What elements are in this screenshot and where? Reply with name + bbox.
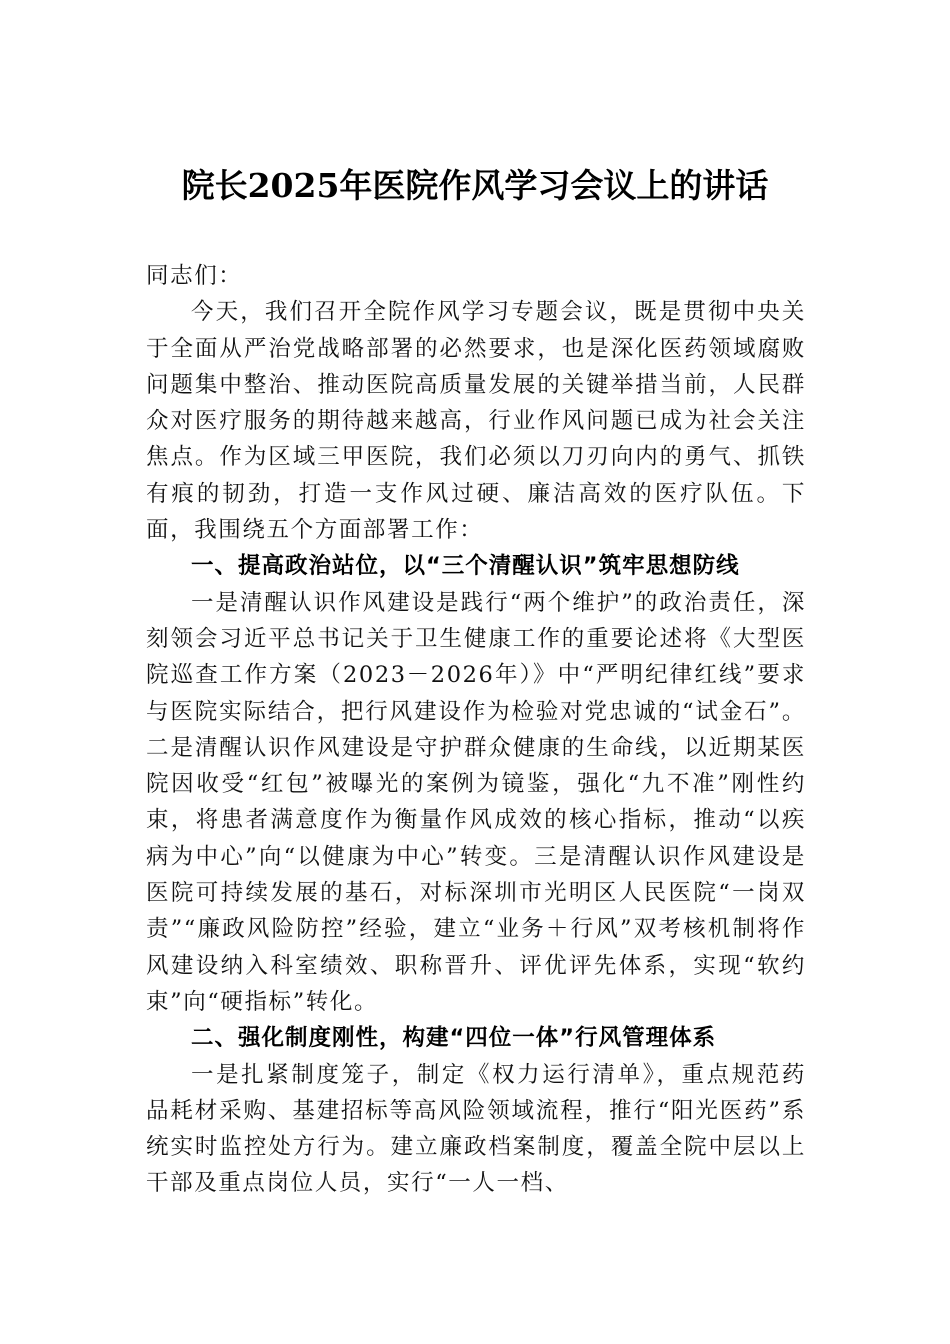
document-body [146, 258, 806, 1202]
section-heading-1: 一、提高政治站位，以“三个清醒认识”筑牢思想防线 [191, 553, 740, 580]
section-1-paragraph: 一是清醒认识作风建设是践行“两个维护”的政治责任，深刻领会习近平总书记关于卫生健康工作的重要论述将《大型医院巡查工作方案（2023－2026年）》中“严明纪律红线”要求与医院实际结合，把行风建设作为检验对党忠诚的“试金石”。二是清醒认识作风建设是守护群众健康的生命线，以近期某医院因收受“红包”被曝光的案例为镜鉴，强化“九不准”刚性约束，将患者满意度作为衡量作风成效的核心指标，推动“以疾病为中心”向“以健康为中心”转变。三是清醒认识作风建设是医院可持续发展的基石，对标深圳市光明区人民医院“一岗双责”“廉政风险防控”经验，建立“业务＋行风”双考核机制将作风建设纳入科室绩效、职称晋升、评优评先体系，实现“软约束”向“硬指标”转化。 [146, 589, 806, 1015]
salutation: 同志们： [146, 263, 243, 289]
section-heading-2: 二、强化制度刚性，构建“四位一体”行风管理体系 [191, 1025, 717, 1052]
section-2-paragraph: 一是扎紧制度笼子，制定《权力运行清单》，重点规范药品耗材采购、基建招标等高风险领域流程，推行“阳光医药”系统实时监控处方行为。建立廉政档案制度，覆盖全院中层以上干部及重点岗位人员，实行“一人一档、 [146, 1061, 806, 1197]
intro-paragraph: 今天，我们召开全院作风学习专题会议，既是贯彻中央关于全面从严治党战略部署的必然要求，也是深化医药领域腐败问题集中整治、推动医院高质量发展的关键举措当前，人民群众对医疗服务的期待越来越高，行业作风问题已成为社会关注焦点。作为区域三甲医院，我们必须以刀刃向内的勇气、抓铁有痕的韧劲，打造一支作风过硬、廉洁高效的医疗队伍。下面，我围绕五个方面部署工作： [146, 299, 806, 544]
document-title: 院长2025年医院作风学习会议上的讲话 [181, 166, 769, 205]
